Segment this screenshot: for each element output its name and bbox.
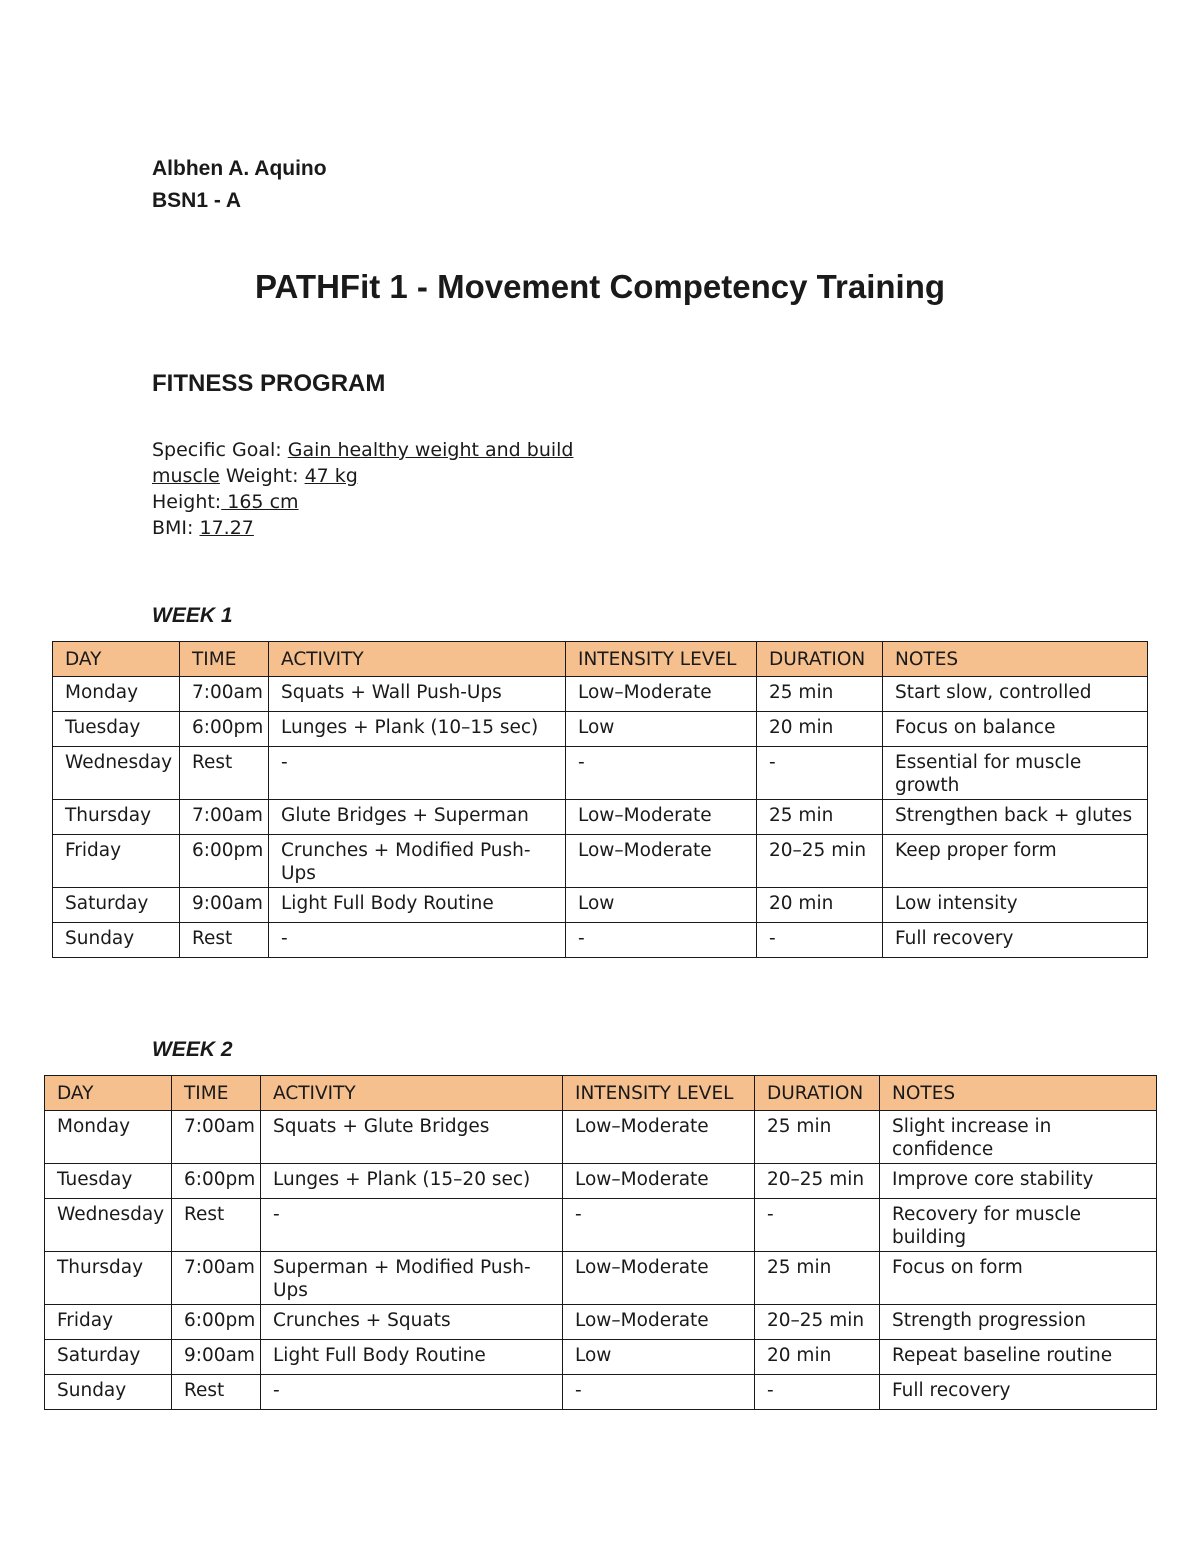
cell-notes: Low intensity	[883, 888, 1148, 923]
cell-time: Rest	[172, 1375, 261, 1410]
header-notes: NOTES	[883, 642, 1148, 677]
document-title: PATHFit 1 - Movement Competency Training	[254, 268, 946, 305]
cell-time: 6:00pm	[172, 1305, 261, 1340]
cell-notes: Full recovery	[880, 1375, 1157, 1410]
header-day: DAY	[53, 642, 180, 677]
cell-notes: Recovery for muscle building	[880, 1199, 1157, 1252]
cell-intensity: Low–Moderate	[563, 1252, 755, 1305]
cell-day: Saturday	[45, 1340, 172, 1375]
cell-duration: 25 min	[757, 677, 883, 712]
cell-day: Friday	[45, 1305, 172, 1340]
cell-day: Monday	[45, 1111, 172, 1164]
cell-intensity: Low–Moderate	[566, 835, 757, 888]
weight-label: Weight:	[225, 465, 299, 487]
header-activity: ACTIVITY	[261, 1076, 563, 1111]
cell-time: 7:00am	[172, 1252, 261, 1305]
cell-duration: 20 min	[757, 888, 883, 923]
cell-activity: Crunches + Modified Push-Ups	[269, 835, 566, 888]
cell-duration: -	[755, 1375, 880, 1410]
table-row	[45, 1252, 1157, 1305]
cell-notes: Essential for muscle growth	[883, 747, 1148, 800]
cell-intensity: Low–Moderate	[563, 1111, 755, 1164]
cell-activity: -	[269, 923, 566, 958]
cell-time: 9:00am	[180, 888, 269, 923]
cell-intensity: Low	[563, 1340, 755, 1375]
cell-activity: -	[261, 1375, 563, 1410]
height-label: Height:	[152, 491, 222, 513]
cell-intensity: Low	[566, 712, 757, 747]
cell-notes: Strengthen back + glutes	[883, 800, 1148, 835]
profile-block	[152, 437, 573, 541]
height-value: 165 cm	[221, 491, 299, 513]
cell-notes: Focus on form	[880, 1252, 1157, 1305]
goal-value-cont: muscle	[152, 465, 220, 487]
header-intensity: INTENSITY LEVEL	[563, 1076, 755, 1111]
cell-duration: 20–25 min	[755, 1305, 880, 1340]
cell-duration: 25 min	[757, 800, 883, 835]
cell-notes: Strength progression	[880, 1305, 1157, 1340]
cell-activity: Superman + Modified Push-Ups	[261, 1252, 563, 1305]
cell-notes: Improve core stability	[880, 1164, 1157, 1199]
cell-time: 6:00pm	[172, 1164, 261, 1199]
cell-notes: Slight increase in confidence	[880, 1111, 1157, 1164]
cell-notes: Repeat baseline routine	[880, 1340, 1157, 1375]
cell-intensity: Low–Moderate	[566, 800, 757, 835]
student-name: Albhen A. Aquino	[152, 157, 327, 180]
week-1-heading: WEEK 1	[152, 604, 233, 627]
cell-time: 7:00am	[172, 1111, 261, 1164]
cell-duration: -	[757, 923, 883, 958]
table-row	[45, 1305, 1157, 1340]
header-activity: ACTIVITY	[269, 642, 566, 677]
cell-notes: Full recovery	[883, 923, 1148, 958]
table-row	[53, 800, 1148, 835]
cell-intensity: Low–Moderate	[563, 1305, 755, 1340]
table-row	[53, 923, 1148, 958]
table-row	[45, 1111, 1157, 1164]
cell-duration: -	[755, 1199, 880, 1252]
header-duration: DURATION	[755, 1076, 880, 1111]
table-row	[45, 1164, 1157, 1199]
table-row	[45, 1375, 1157, 1410]
cell-intensity: Low	[566, 888, 757, 923]
cell-day: Saturday	[53, 888, 180, 923]
cell-notes: Start slow, controlled	[883, 677, 1148, 712]
table-row	[53, 712, 1148, 747]
cell-activity: Squats + Wall Push-Ups	[269, 677, 566, 712]
table-row	[53, 888, 1148, 923]
goal-value: Gain healthy weight and build	[287, 439, 574, 461]
week-2-heading: WEEK 2	[152, 1038, 233, 1061]
program-heading: FITNESS PROGRAM	[152, 370, 386, 397]
cell-day: Monday	[53, 677, 180, 712]
student-section: BSN1 - A	[152, 189, 242, 212]
header-time: TIME	[180, 642, 269, 677]
table-header-row	[45, 1076, 1157, 1111]
cell-duration: 25 min	[755, 1252, 880, 1305]
week-2-table	[44, 1075, 1157, 1410]
cell-activity: Light Full Body Routine	[269, 888, 566, 923]
cell-time: 6:00pm	[180, 712, 269, 747]
cell-day: Wednesday	[45, 1199, 172, 1252]
cell-intensity: Low–Moderate	[563, 1164, 755, 1199]
cell-intensity: -	[563, 1375, 755, 1410]
cell-time: 6:00pm	[180, 835, 269, 888]
cell-activity: -	[261, 1199, 563, 1252]
cell-time: 7:00am	[180, 800, 269, 835]
cell-activity: Squats + Glute Bridges	[261, 1111, 563, 1164]
table-row	[53, 835, 1148, 888]
cell-day: Tuesday	[53, 712, 180, 747]
cell-duration: 25 min	[755, 1111, 880, 1164]
cell-notes: Keep proper form	[883, 835, 1148, 888]
cell-activity: Crunches + Squats	[261, 1305, 563, 1340]
cell-notes: Focus on balance	[883, 712, 1148, 747]
cell-day: Sunday	[53, 923, 180, 958]
bmi-label: BMI:	[152, 517, 194, 539]
cell-duration: 20–25 min	[757, 835, 883, 888]
cell-day: Thursday	[53, 800, 180, 835]
week-1-table	[52, 641, 1148, 958]
cell-time: Rest	[180, 923, 269, 958]
cell-activity: Lunges + Plank (10–15 sec)	[269, 712, 566, 747]
cell-duration: -	[757, 747, 883, 800]
table-row	[53, 677, 1148, 712]
header-duration: DURATION	[757, 642, 883, 677]
cell-intensity: -	[566, 747, 757, 800]
bmi-value: 17.27	[199, 517, 254, 539]
cell-duration: 20–25 min	[755, 1164, 880, 1199]
cell-intensity: Low–Moderate	[566, 677, 757, 712]
header-time: TIME	[172, 1076, 261, 1111]
cell-day: Friday	[53, 835, 180, 888]
header-intensity: INTENSITY LEVEL	[566, 642, 757, 677]
cell-time: Rest	[172, 1199, 261, 1252]
table-row	[45, 1340, 1157, 1375]
goal-label: Specific Goal:	[152, 439, 282, 461]
cell-activity: Lunges + Plank (15–20 sec)	[261, 1164, 563, 1199]
cell-activity: Light Full Body Routine	[261, 1340, 563, 1375]
cell-day: Wednesday	[53, 747, 180, 800]
cell-activity: -	[269, 747, 566, 800]
cell-duration: 20 min	[757, 712, 883, 747]
cell-day: Sunday	[45, 1375, 172, 1410]
cell-time: 7:00am	[180, 677, 269, 712]
cell-time: 9:00am	[172, 1340, 261, 1375]
cell-day: Thursday	[45, 1252, 172, 1305]
table-header-row	[53, 642, 1148, 677]
header-notes: NOTES	[880, 1076, 1157, 1111]
cell-activity: Glute Bridges + Superman	[269, 800, 566, 835]
table-row	[45, 1199, 1157, 1252]
table-row	[53, 747, 1148, 800]
cell-duration: 20 min	[755, 1340, 880, 1375]
cell-time: Rest	[180, 747, 269, 800]
weight-value: 47 kg	[304, 465, 358, 487]
cell-intensity: -	[566, 923, 757, 958]
cell-intensity: -	[563, 1199, 755, 1252]
cell-day: Tuesday	[45, 1164, 172, 1199]
header-day: DAY	[45, 1076, 172, 1111]
